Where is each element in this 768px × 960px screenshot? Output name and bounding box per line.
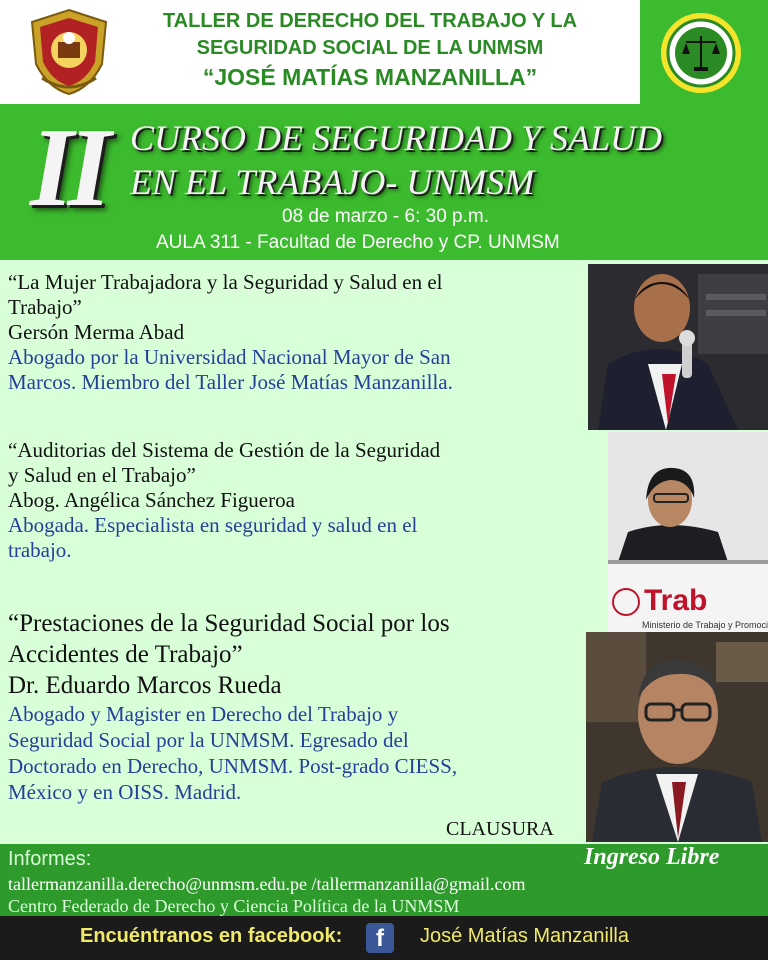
talk-3: [8, 608, 592, 805]
talk-2-title-b: y Salud en el Trabajo”: [8, 463, 196, 487]
ministry-logo-icon: [612, 588, 640, 616]
informes-label: Informes:: [8, 848, 92, 870]
talk-3-bio-d: México y en OISS. Madrid.: [8, 780, 242, 804]
workshop-title-line3: “JOSÉ MATÍAS MANZANILLA”: [202, 64, 538, 90]
talk-1-speaker: Gersón Merma Abad: [8, 320, 185, 344]
talk-2-bio-b: trabajo.: [8, 538, 72, 562]
course-title-line2: EN EL TRABAJO- UNMSM: [130, 162, 535, 202]
university-seal-icon: [28, 8, 110, 96]
facebook-label: Encuéntranos en facebook:: [80, 925, 343, 947]
course-edition-numeral: II: [30, 106, 106, 230]
talk-3-title-a: “Prestaciones de la Seguridad Social por los: [8, 610, 450, 637]
workshop-title: [110, 8, 630, 92]
talk-3-bio-a: Abogado y Magister en Derecho del Trabajo y: [8, 702, 399, 726]
talk-2-speaker: Abog. Angélica Sánchez Figueroa: [8, 488, 295, 512]
course-title-line1: CURSO DE SEGURIDAD Y SALUD: [130, 118, 662, 158]
talk-1-bio-b: Marcos. Miembro del Taller José Matías Manzanilla.: [8, 370, 453, 394]
speaker-photo-1: [588, 264, 768, 430]
ministry-sign-text: Trab: [644, 584, 708, 617]
talk-1-title-a: “La Mujer Trabajadora y la Seguridad y Salud en el: [8, 270, 443, 294]
talk-3-title-b: Accidentes de Trabajo”: [8, 641, 243, 668]
facebook-icon[interactable]: f: [366, 923, 394, 953]
workshop-title-line1: TALLER DE DERECHO DEL TRABAJO Y LA: [162, 10, 578, 32]
free-entry-label: Ingreso Libre: [584, 844, 720, 870]
ministry-sign-subtext: Ministerio de Trabajo y Promoci: [642, 620, 768, 630]
speaker-photo-3: [586, 632, 768, 842]
talk-1-bio-a: Abogado por la Universidad Nacional Mayor de San: [8, 345, 451, 369]
event-venue: AULA 311 - Facultad de Derecho y CP. UNMSM: [156, 232, 560, 253]
contact-emails[interactable]: tallermanzanilla.derecho@unmsm.edu.pe /tallermanzanilla@gmail.com: [8, 874, 526, 894]
organizer-label: Centro Federado de Derecho y Ciencia Política de la UNMSM: [8, 896, 460, 916]
scales-of-justice-seal-icon: [656, 10, 746, 96]
course-title: [130, 116, 662, 204]
talk-1-title-b: Trabajo”: [8, 295, 82, 319]
talk-2: [8, 438, 588, 563]
talk-3-bio-c: Doctorado en Derecho, UNMSM. Post-grado CIESS,: [8, 754, 458, 778]
talk-2-bio-a: Abogada. Especialista en seguridad y salud en el: [8, 513, 418, 537]
speaker-photo-2: [608, 432, 768, 632]
talk-2-title-a: “Auditorias del Sistema de Gestión de la Seguridad: [8, 438, 441, 462]
workshop-title-line2: SEGURIDAD SOCIAL DE LA UNMSM: [196, 37, 544, 59]
event-date: 08 de marzo - 6: 30 p.m.: [282, 206, 489, 227]
facebook-page-name[interactable]: José Matías Manzanilla: [420, 925, 629, 947]
closing-label: CLAUSURA: [446, 818, 554, 840]
talk-3-speaker: Dr. Eduardo Marcos Rueda: [8, 672, 282, 699]
talk-1: [8, 270, 588, 395]
talk-3-bio-b: Seguridad Social por la UNMSM. Egresado del: [8, 728, 409, 752]
